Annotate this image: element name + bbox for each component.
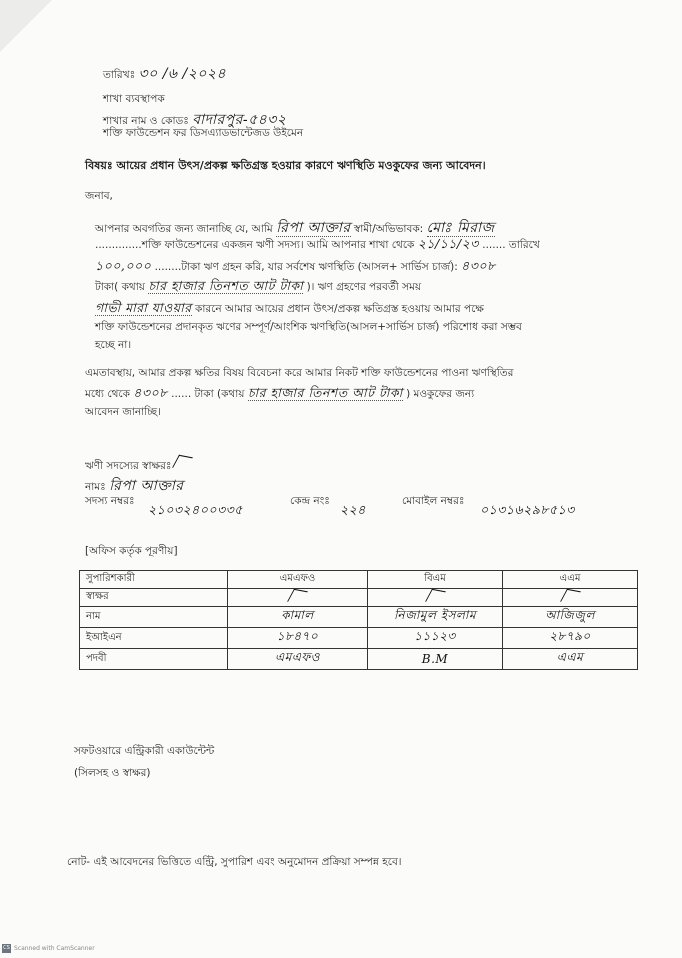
table-cell	[368, 628, 503, 649]
office-use-label: [অফিস কর্তৃক পূরণীয়]	[85, 545, 178, 557]
table-cell	[228, 628, 368, 649]
balance-in-words: চার হাজার তিনশত আট টাকা	[148, 278, 304, 293]
table-cell	[503, 589, 638, 607]
table-row	[80, 607, 638, 628]
date-line	[103, 62, 226, 86]
date-value: ৩০ /৬ /২০২৪	[138, 66, 227, 82]
scanner-watermark: Scanned with CamScanner	[14, 945, 95, 952]
table-cell	[228, 607, 368, 628]
cell-value: ১৮৪৭০	[276, 629, 319, 643]
waiver-amount-words: চার হাজার তিনশত আট টাকা	[247, 385, 403, 400]
software-entry-line1: সফটওয়ারে এন্ট্রিকারী একাউন্টেন্ট	[74, 745, 215, 757]
loan-date: ২১/১১/২৩	[417, 236, 479, 251]
recipient-line1: শাখা ব্যবস্থাপক	[103, 93, 165, 105]
mobile-label: মোবাইল নম্বরঃ	[402, 495, 465, 507]
row-label: স্বাক্ষর	[80, 589, 228, 607]
signature-label: ঋণী সদস্যের স্বাক্ষরঃ	[85, 460, 172, 472]
cell-value: ১১১২৩	[414, 629, 456, 643]
branch-value: বাদারপুর-৫৪৩২	[192, 112, 287, 128]
para1-line2	[95, 236, 540, 256]
member-signature	[172, 455, 193, 470]
organization-line: শক্তি ফাউন্ডেশন ফর ডিসএ্যাডভান্টেজড উইমেন	[103, 127, 304, 139]
software-entry-line2: (সিলসহ ও স্বাক্ষর)	[74, 767, 151, 779]
para2-line1: এমতাবস্থায়, আমার প্রকল্প ক্ষতির বিষয় বিবেচনা করে আমার নিকট শক্তি ফাউন্ডেশনের পাওনা ঋণস্থিতির	[85, 367, 514, 379]
para1-line5	[95, 300, 484, 320]
para1-line7: হচ্ছে না।	[95, 339, 132, 351]
table-row	[80, 649, 638, 670]
table-cell	[228, 649, 368, 670]
note-line: নোট- এই আবেদনের ভিত্তিতে এন্ট্রি, সুপারিশ এবং অনুমোদন প্রক্রিয়া সম্পন্ন হবে।	[67, 856, 402, 868]
signature-mark	[287, 589, 308, 604]
recommendation-table	[79, 570, 638, 670]
camscanner-icon: CS	[3, 945, 10, 951]
member-signature-line	[85, 456, 190, 476]
subject-line: বিষয়ঃ আয়ের প্রধান উৎস/প্রকল্প ক্ষতিগ্রস্ত হওয়ার কারণে ঋণস্থিতি মওকুফের জন্য আবেদন।	[85, 159, 486, 172]
waiver-amount: ৪৩০৮	[133, 385, 168, 400]
table-cell	[368, 607, 503, 628]
cell-value: এএম	[556, 650, 584, 664]
para2-line3: আবেদন জানাচ্ছি।	[85, 406, 161, 418]
para1-line4	[95, 278, 421, 298]
para2-text: ) মওকুফের জন্য	[406, 388, 475, 400]
cell-value: B.M	[421, 652, 449, 666]
para1-text: ........টাকা ঋণ গ্রহন করি, যার সর্বশেষ ঋণস্থিতি (আসল+ সার্ভিস চার্জ):	[154, 261, 458, 273]
table-header: এএম	[503, 571, 638, 589]
table-cell	[503, 649, 638, 670]
cell-value: নিজামুল ইসলাম	[394, 608, 476, 622]
table-header-row	[80, 571, 638, 589]
applicant-name: রিপা আক্তার	[276, 220, 351, 236]
signature-mark	[425, 589, 446, 604]
member-number-line	[85, 494, 135, 511]
para2-text: ...... টাকা (কথায়	[171, 388, 245, 400]
row-label: পদবী	[80, 649, 228, 670]
mobile-number: ০১৩১৬২৯৮৫১৩	[480, 502, 575, 517]
cell-value: ২৮৭৯০	[549, 629, 591, 643]
para2-line2	[85, 385, 474, 405]
salutation: জনাব,	[85, 190, 113, 202]
signature-mark	[560, 589, 581, 604]
para1-text: আপনার অবগতির জন্য জানাচ্ছি যে, আমি	[95, 223, 273, 235]
date-label: তারিখঃ	[103, 69, 136, 81]
table-cell	[503, 607, 638, 628]
cell-value: এমএফও	[274, 650, 321, 664]
table-row	[80, 589, 638, 607]
para1-text: কারনে আমার আয়ের প্রধান উৎস/প্রকল্প ক্ষতিগ্রস্ত হওয়ায় আমার পক্ষে	[194, 303, 484, 315]
para1-text: ....... তারিখে	[482, 239, 540, 251]
member-number: ২১০৩২৪০০৩৩৫	[148, 502, 243, 517]
table-header: সুপারিশকারী	[80, 571, 228, 589]
name-label: নামঃ	[85, 481, 106, 493]
table-cell	[368, 589, 503, 607]
table-cell	[368, 649, 503, 670]
member-name: রিপা আক্তার	[109, 478, 184, 494]
para1-text: ..............শক্তি ফাউন্ডেশনের একজন ঋণী সদস্য। আমি আপনার শাখা থেকে	[95, 239, 415, 251]
member-number-label: সদস্য নম্বরঃ	[85, 495, 135, 507]
loan-balance: ৪৩০৮	[461, 258, 496, 273]
table-header: বিএম	[368, 571, 503, 589]
center-label: কেন্দ্র নংঃ	[290, 495, 330, 507]
para1-line3	[95, 258, 496, 278]
table-cell	[228, 589, 368, 607]
branch-label: শাখার নাম ও কোডঃ	[103, 115, 189, 127]
cell-value: কামাল	[281, 608, 314, 622]
para1-text: )। ঋণ গ্রহণের পরবর্তী সময়	[306, 281, 422, 293]
table-header: এমএফও	[228, 571, 368, 589]
guardian-name: মোঃ মিরাজ	[426, 220, 495, 236]
cell-value: আজিজুল	[545, 608, 595, 622]
para1-text: টাকা( কথায়	[95, 281, 145, 293]
loan-amount: ১০০,০০০	[95, 258, 152, 273]
table-row	[80, 628, 638, 649]
para2-text: মধ্যে থেকে	[85, 388, 130, 400]
para1-line6: শক্তি ফাউন্ডেশনের প্রদানকৃত ঋণের সম্পূর্ণ/আংশিক ঋণস্থিতি(আসল+সার্ভিস চার্জ) পরিশোধ করা সম্ভব	[95, 321, 522, 333]
center-number: ২২৪	[340, 502, 366, 517]
row-label: নাম	[80, 607, 228, 628]
guardian-label: স্বামী/অভিভাবক:	[353, 223, 424, 235]
table-cell	[503, 628, 638, 649]
damage-reason: গাভী মারা যাওয়ার	[95, 300, 192, 315]
row-label: ইআইএন	[80, 628, 228, 649]
